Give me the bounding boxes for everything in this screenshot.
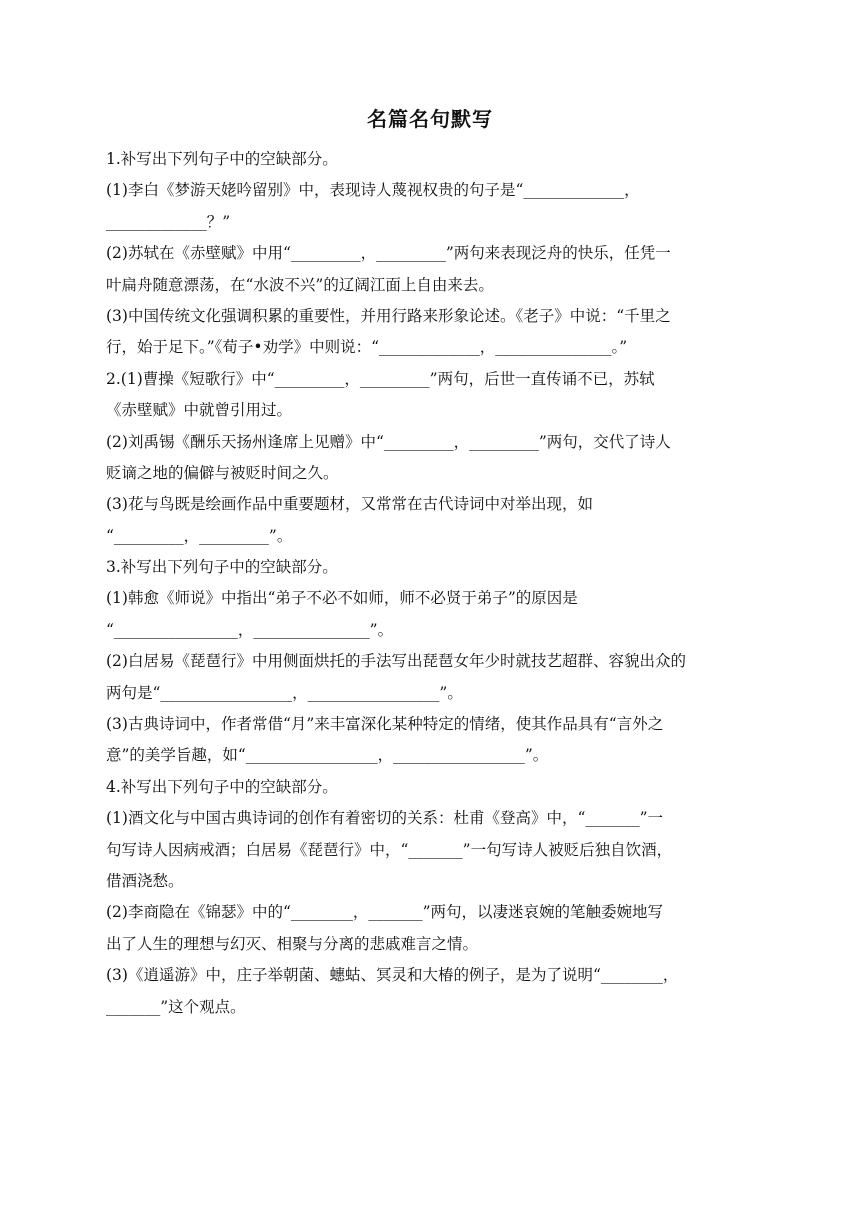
text-line: 4.补写出下列句子中的空缺部分。 xyxy=(106,777,338,796)
text-line: _____________？” xyxy=(106,212,231,231)
text-line: 贬谪之地的偏僻与被贬时间之久。 xyxy=(106,463,339,482)
text-line: 2.(1)曹操《短歌行》中“_________，_________”两句，后世一直传诵不已，苏轼 xyxy=(106,369,655,388)
text-line: 1.补写出下列句子中的空缺部分。 xyxy=(106,150,338,168)
text-line: (3)古典诗词中，作者常借“月”来丰富深化某种特定的情绪，使其作品具有“言外之 xyxy=(106,715,664,734)
text-line: “________________，_______________”。 xyxy=(106,620,394,639)
text-line: (2)白居易《琵琶行》中用侧面烘托的手法写出琵琶女年少时就技艺超群、容貌出众的 xyxy=(106,652,686,671)
text-line: 句写诗人因病戒酒；白居易《琵琶行》中，“_______”一句写诗人被贬后独自饮酒， xyxy=(106,840,673,859)
text-line: 出了人生的理想与幻灭、相聚与分离的悲戚难言之情。 xyxy=(106,934,479,953)
text-line: (2)苏轼在《赤壁赋》中用“_________，_________”两句来表现泛舟的快乐，任凭一 xyxy=(106,244,671,263)
text-line: (2)李商隐在《锦瑟》中的“________，_______”两句，以凄迷哀婉的笔触委婉地写 xyxy=(106,903,664,922)
text-line: (3)中国传统文化强调积累的重要性，并用行路来形象论述。《老子》中说：“千里之 xyxy=(106,306,671,325)
text-line: _______”这个观点。 xyxy=(106,997,246,1016)
text-line: (1)韩愈《师说》中指出“弟子不必不如师，师不必贤于弟子”的原因是 xyxy=(106,589,578,608)
page-title: 名篇名句默写 xyxy=(367,107,493,131)
text-line: 两句是“_________________，_________________”。 xyxy=(106,683,463,702)
text-line: 意”的美学旨趣，如“_________________，_________________”。 xyxy=(106,746,549,765)
question-list xyxy=(106,144,758,1023)
text-line: “_________，_________”。 xyxy=(106,526,293,545)
text-line: (3)花与鸟既是绘画作品中重要题材，又常常在古代诗词中对举出现，如 xyxy=(106,495,593,514)
text-line: 行，始于足下。”《荀子•劝学》中则说：“_____________，_______________。” xyxy=(106,338,628,357)
text-line: 3.补写出下列句子中的空缺部分。 xyxy=(106,558,338,577)
text-line: 《赤壁赋》中就曾引用过。 xyxy=(106,401,293,420)
text-line: (3)《逍遥游》中，庄子举朝菌、蟪蛄、冥灵和大椿的例子，是为了说明“________， xyxy=(106,966,679,985)
text-line: 借酒浇愁。 xyxy=(106,871,184,890)
text-line: 叶扁舟随意漂荡，在“水波不兴”的辽阔江面上自由来去。 xyxy=(106,275,494,294)
text-line: (1)李白《梦游天姥吟留别》中，表现诗人蔑视权贵的句子是“_____________， xyxy=(106,181,640,200)
text-line: (1)酒文化与中国古典诗词的创作有着密切的关系：杜甫《登高》中，“_______”一 xyxy=(106,809,664,828)
text-line: (2)刘禹锡《酬乐天扬州逢席上见赠》中“_________，_________”两句，交代了诗人 xyxy=(106,432,671,451)
